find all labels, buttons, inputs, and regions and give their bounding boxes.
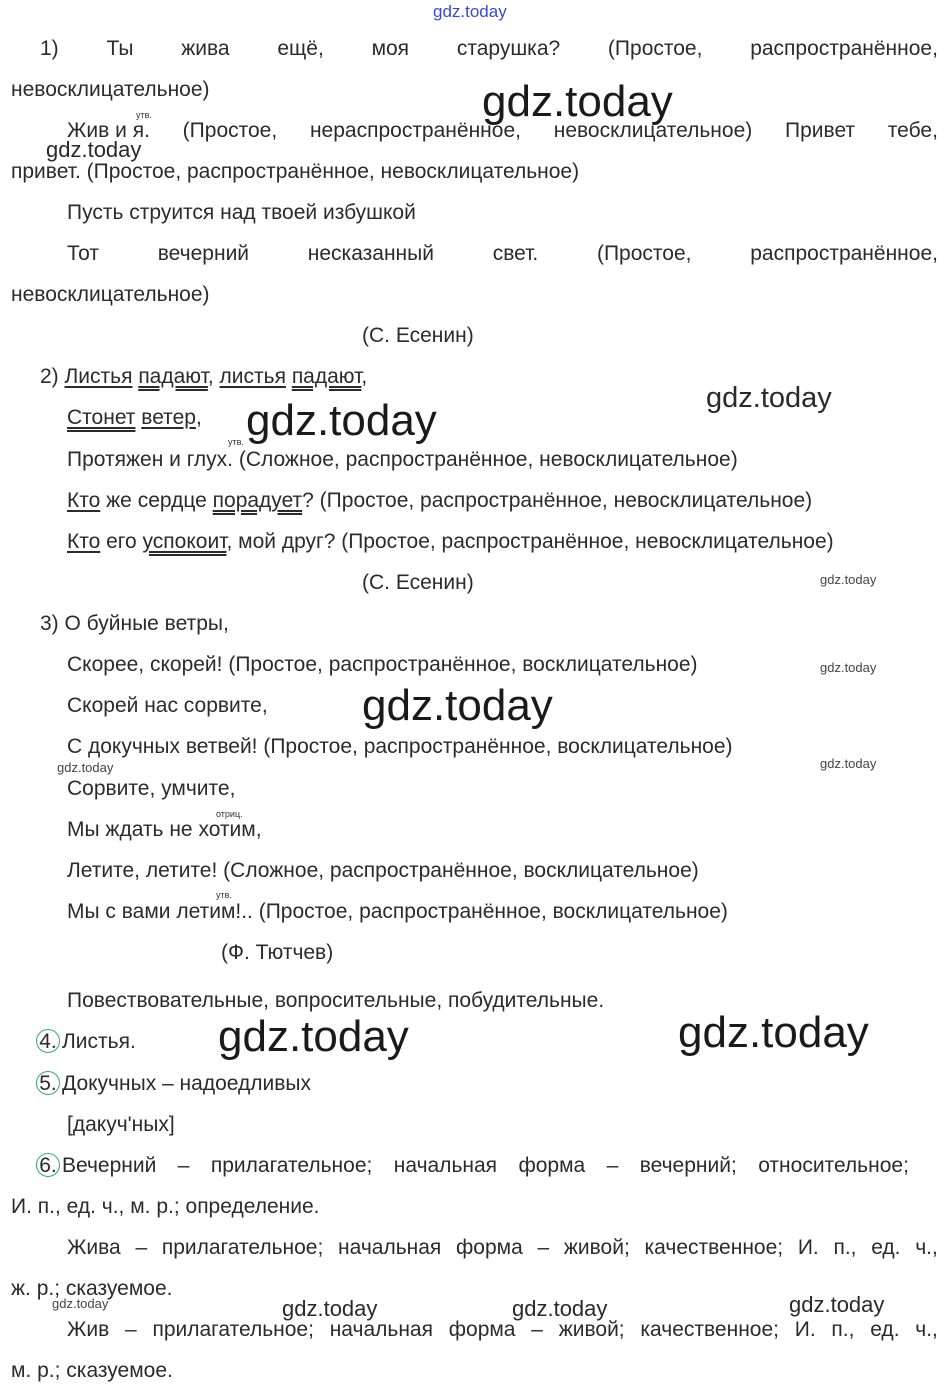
text-line: Летите, летите! (Сложное, распространённое, восклицательное) — [67, 859, 699, 882]
author: (С. Есенин) — [362, 571, 474, 594]
watermark: gdz.today — [820, 572, 877, 587]
text-line: Жив и я. (Простое, нераспространённое, невосклицательное) Привет тебе, — [67, 119, 938, 142]
annotation-negative: отриц. — [216, 809, 243, 819]
task-6: 6. Вечерний – прилагательное; начальная форма – вечерний; относительное; — [36, 1153, 909, 1179]
watermark: gdz.today — [820, 660, 877, 675]
text-line: С докучных ветвей! (Простое, распространённое, восклицательное) — [67, 735, 733, 758]
watermark: gdz.today — [789, 1292, 885, 1317]
text-line: Пусть струится над твоей избушкой — [67, 201, 416, 224]
watermark: gdz.today — [678, 1008, 869, 1057]
watermark: gdz.today — [46, 137, 142, 162]
text-line: Мы ждать не хотим, — [67, 818, 262, 841]
text-line: Стонет ветер, — [67, 406, 202, 429]
task-number-badge: 5. — [36, 1071, 60, 1095]
text-line: 3) О буйные ветры, — [40, 612, 229, 635]
text-line: Скорее, скорей! (Простое, распространённое, восклицательное) — [67, 653, 698, 676]
watermark: gdz.today — [282, 1296, 378, 1321]
text-line: привет. (Простое, распространённое, невосклицательное) — [11, 160, 580, 183]
text-line: Жив – прилагательное; начальная форма – живой; качественное; И. п., ед. ч., — [67, 1318, 938, 1341]
text-line: невосклицательное) — [11, 283, 210, 306]
task-4: 4. Листья. — [36, 1029, 136, 1055]
author: (С. Есенин) — [362, 324, 474, 347]
watermark: gdz.today — [246, 396, 437, 445]
author: (Ф. Тютчев) — [221, 941, 334, 964]
text-line: 1) Ты жива ещё, моя старушка? (Простое, распространённое, — [40, 37, 938, 60]
task-number-badge: 6. — [36, 1153, 60, 1177]
watermark: gdz.today — [362, 681, 553, 730]
text-line: 2) Листья падают, листья падают, — [40, 365, 368, 388]
text-line: Мы с вами летим!.. (Простое, распространённое, восклицательное) — [67, 900, 728, 923]
text-line: Скорей нас сорвите, — [67, 694, 268, 717]
watermark: gdz.today — [52, 1296, 109, 1311]
text-line: Жива – прилагательное; начальная форма – живой; качественное; И. п., ед. ч., — [67, 1236, 938, 1259]
watermark: gdz.today — [218, 1012, 409, 1061]
transcription: [дакуч'ных] — [67, 1113, 175, 1136]
watermark: gdz.today — [57, 760, 114, 775]
task-number-badge: 4. — [36, 1029, 60, 1053]
watermark-top: gdz.today — [433, 2, 507, 21]
annotation-affirmative: утв. — [228, 437, 244, 447]
text-line: Тот вечерний несказанный свет. (Простое, распространённое, — [67, 242, 938, 265]
text-line: Повествовательные, вопросительные, побудительные. — [67, 989, 605, 1012]
task-5: 5. Докучных – надоедливых — [36, 1071, 311, 1097]
annotation-affirmative: утв. — [136, 110, 152, 120]
text-line: невосклицательное) — [11, 78, 210, 101]
watermark: gdz.today — [482, 77, 673, 126]
watermark: gdz.today — [820, 756, 877, 771]
annotation-affirmative: утв. — [216, 890, 232, 900]
text-line: м. р.; сказуемое. — [11, 1359, 173, 1382]
text-line: Сорвите, умчите, — [67, 777, 236, 800]
text-line: Кто его успокоит, мой друг? (Простое, распространённое, невосклицательное) — [67, 530, 834, 553]
text-line: И. п., ед. ч., м. р.; определение. — [11, 1195, 320, 1218]
text-line: Кто же сердце порадует? (Простое, распространённое, невосклицательное) — [67, 489, 813, 512]
watermark: gdz.today — [512, 1296, 608, 1321]
watermark: gdz.today — [706, 382, 832, 414]
text-line: ж. р.; сказуемое. — [11, 1277, 173, 1300]
text-line: Протяжен и глух. (Сложное, распространённое, невосклицательное) — [67, 448, 738, 471]
